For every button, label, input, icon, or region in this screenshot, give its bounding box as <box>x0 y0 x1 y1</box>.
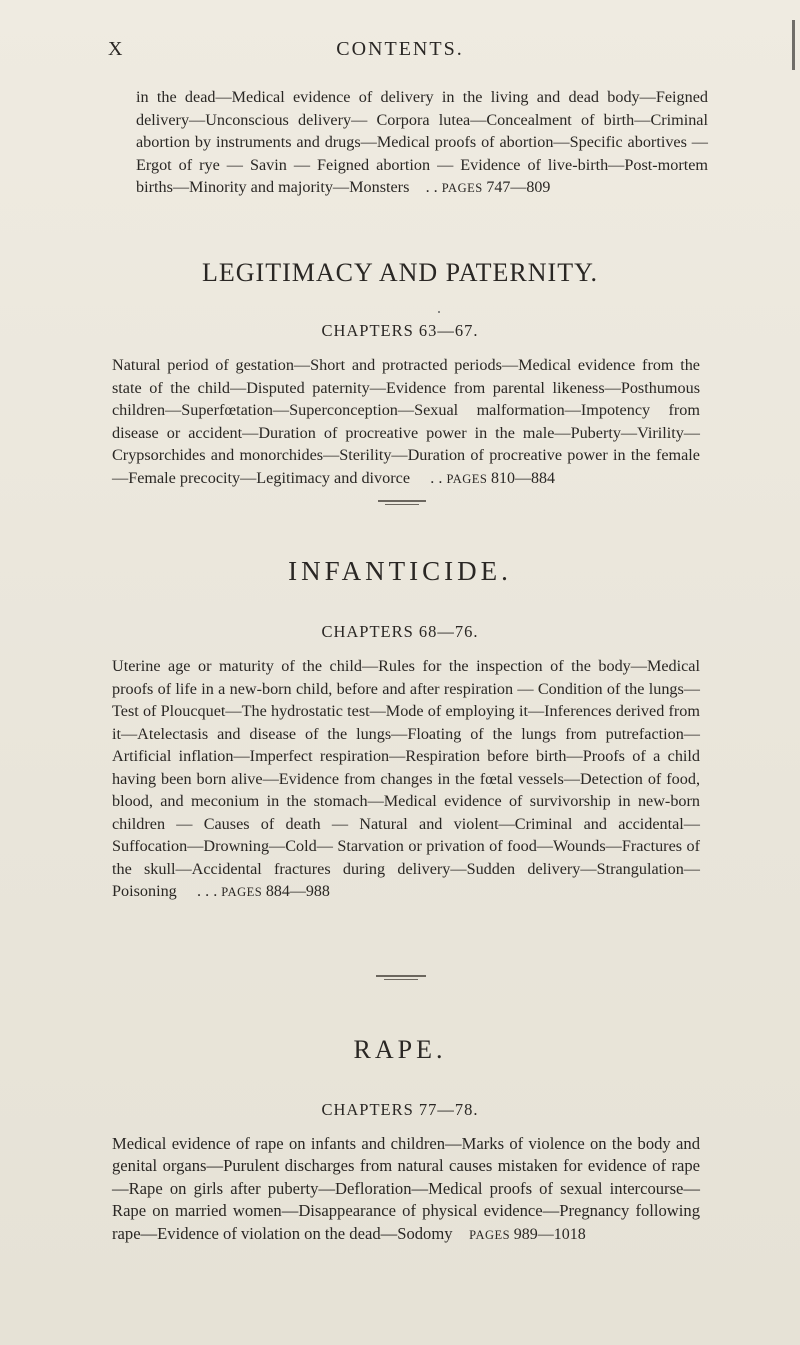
intro-leader: . . <box>425 178 438 196</box>
page-number: X <box>108 38 124 60</box>
running-title: CONTENTS. <box>336 38 464 60</box>
section-paragraph-rape <box>112 1133 700 1246</box>
print-speck <box>438 311 440 313</box>
chapters-label-legitimacy: CHAPTERS 63—67. <box>321 321 479 340</box>
section-paragraph-legitimacy <box>112 354 700 490</box>
section-text-rape: Medical evidence of rape on infants and children—Marks of violence on the body and genital organs—Purulent discharges from natural causes mistaken for evidence of rape—Rape on girls after puberty—Defloration—Medical proofs of sexual intercourse—Rape on married women—Disappearance of physical evidence—Pregnancy following rape—Evidence of violation on the dead—Sodomy <box>112 1134 700 1243</box>
section-pages-ref-rape <box>469 1225 586 1243</box>
section-text-legitimacy: Natural period of gestation—Short and protracted periods—Medical evidence from the state of the child—Disputed paternity—Evidence from parental likeness—Posthumous children—Superfœtation—Superconception—Sexual malformation—Impotency from disease or accident—Duration of procreative power in the male—Puberty—Virility—Crypsorchides and monorchides—Sterility—Duration of procreative power in the female—Female precocity—Legitimacy and divorce <box>112 356 700 487</box>
section-pages-label-infanticide: PAGES <box>221 885 263 899</box>
section-paragraph-infanticide <box>112 655 700 904</box>
section-pages-ref-legitimacy <box>446 469 556 487</box>
running-head <box>0 38 800 68</box>
section-text-infanticide: Uterine age or maturity of the child—Rules for the inspection of the body—Medical proofs of life in a new-born child, before and after respiration — Condition of the lungs—Test of Ploucquet—The hydrostatic test—Mode of employing it—Inferences derived from it—Atelectasis and disease of the lungs—Floating of the lungs from putrefaction—Artificial inflation—Imperfect respiration—Respiration before birth—Proofs of a child having been born alive—Evidence from changes in the fœtal vessels—Detection of food, blood, and meconium in the stomach—Medical evidence of survivorship in new-born children — Causes of death — Natural and violent—Criminal and accidental—Suffocation—Drowning—Cold— Starvation or privation of food—Wounds—Fractures of the skull—Accidental fractures during delivery—Sudden delivery—Strangulation—Poisoning <box>112 657 700 900</box>
intro-paragraph <box>136 86 708 200</box>
section-heading-infanticide: INFANTICIDE. <box>288 556 512 586</box>
section-pages-ref-infanticide <box>221 885 330 899</box>
section-divider-thin <box>385 504 419 505</box>
section-pages-label-legitimacy: PAGES <box>446 471 488 486</box>
intro-pages-ref <box>442 181 551 195</box>
chapters-label-rape: CHAPTERS 77—78. <box>321 1100 479 1119</box>
section-leader-infanticide: . . . <box>197 882 218 900</box>
section-divider-thin <box>384 979 418 980</box>
section-divider <box>378 500 426 502</box>
section-heading-legitimacy: LEGITIMACY AND PATERNITY. <box>202 258 598 287</box>
section-pages-label-rape: PAGES <box>469 1227 511 1242</box>
section-pages-range-infanticide: 884—988 <box>265 883 330 900</box>
section-heading-rape: RAPE. <box>353 1035 447 1064</box>
chapters-label-infanticide: CHAPTERS 68—76. <box>321 622 479 641</box>
intro-text: in the dead—Medical evidence of delivery in the living and dead body—Feigned delivery—Unconscious delivery— Corpora lutea—Concealment of birth—Criminal abortion by instruments and drugs—Medical proofs of abortion—Specific abortives — Ergot of rye — Savin — Feigned abortion — Evidence of live-birth—Post-mortem births—Minority and majority—Monsters <box>136 88 708 196</box>
intro-pages-label: PAGES <box>441 181 483 195</box>
section-pages-range-rape: 989—1018 <box>513 1225 586 1243</box>
section-divider <box>376 975 426 977</box>
intro-pages-range: 747—809 <box>486 179 551 196</box>
section-pages-range-legitimacy: 810—884 <box>491 469 556 487</box>
section-leader-legitimacy: . . <box>430 468 443 487</box>
